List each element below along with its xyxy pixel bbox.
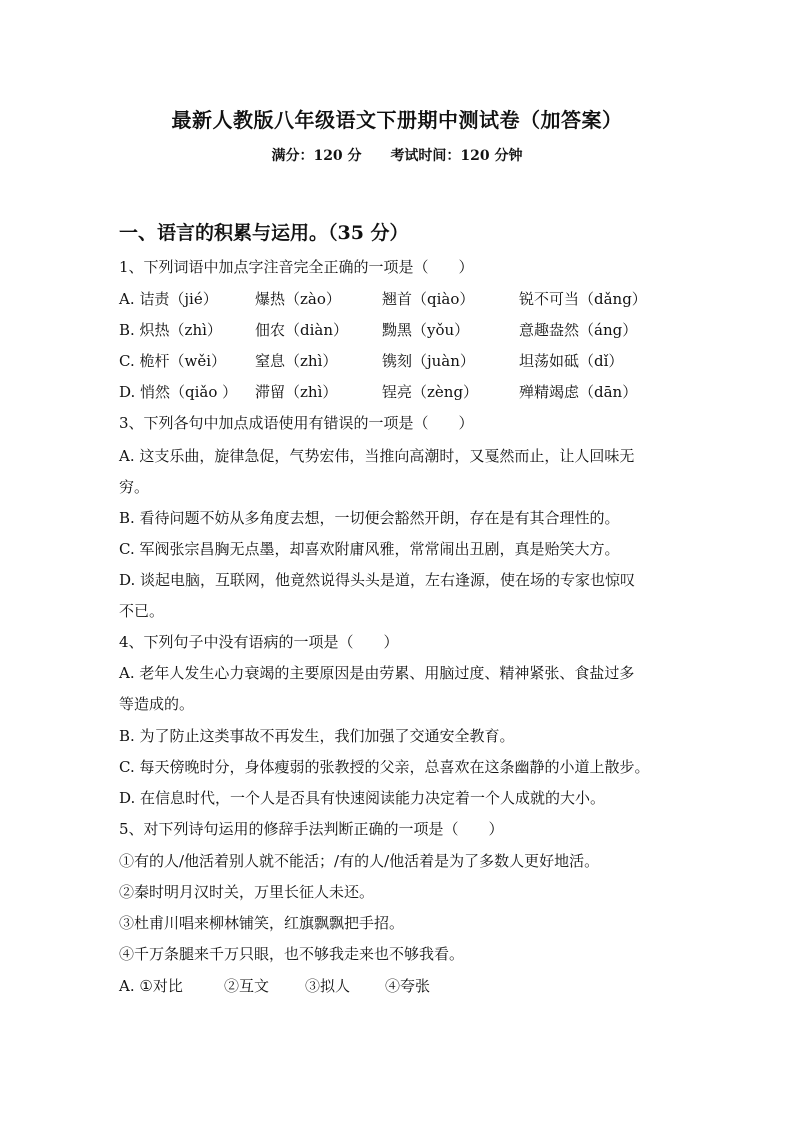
q1-d-item-2: 滞留（zhì） xyxy=(255,383,338,401)
q1-stem: 1、下列词语中加点字注音完全正确的一项是（ ） xyxy=(119,258,474,276)
q5-a-item-2: ②互文 xyxy=(224,977,270,995)
q5-sentence-2: ②秦时明月汉时关，万里长征人未还。 xyxy=(119,883,375,901)
full-score: 满分：120 分 xyxy=(271,148,362,164)
q5-a-item-4: ④夸张 xyxy=(385,977,431,995)
q1-b-item-1: B. 炽热（zhì） xyxy=(119,321,222,339)
q1-b-item-3: 黝黑（yǒu） xyxy=(382,321,470,339)
q1-c-item-3: 镌刻（juàn） xyxy=(382,352,475,370)
q3-option-d-line2: 不已。 xyxy=(119,602,165,620)
q1-c-item-4: 坦荡如砥（dǐ） xyxy=(519,352,624,370)
q4-stem: 4、下列句子中没有语病的一项是（ ） xyxy=(119,633,399,651)
page-title: 最新人教版八年级语文下册期中测试卷（加答案） xyxy=(171,108,623,132)
q1-c-item-1: C. 桅杆（wěi） xyxy=(119,352,226,370)
q1-a-item-3: 翘首（qiào） xyxy=(382,290,475,308)
q5-sentence-1: ①有的人/他活着别人就不能活；/有的人/他活着是为了多数人更好地活。 xyxy=(119,852,600,870)
q5-sentence-3: ③杜甫川唱来柳林铺笑，红旗飘飘把手招。 xyxy=(119,914,405,932)
q4-option-b: B. 为了防止这类事故不再发生，我们加强了交通安全教育。 xyxy=(119,727,515,745)
q4-option-d: D. 在信息时代，一个人是否具有快速阅读能力决定着一个人成就的大小。 xyxy=(119,789,606,807)
q5-a-item-1: A. ①对比 xyxy=(119,977,183,995)
q5-stem: 5、对下列诗句运用的修辞手法判断正确的一项是（ ） xyxy=(119,820,504,838)
q1-b-item-4: 意趣盎然（áng） xyxy=(519,321,638,339)
q1-d-item-1: D. 悄然（qiǎo ） xyxy=(119,383,238,401)
q4-option-c: C. 每天傍晚时分，身体瘦弱的张教授的父亲，总喜欢在这条幽静的小道上散步。 xyxy=(119,758,650,776)
q1-a-item-4: 锐不可当（dǎng） xyxy=(519,290,647,308)
q4-option-a-line1: A. 老年人发生心力衰竭的主要原因是由劳累、用脑过度、精神紧张、食盐过多 xyxy=(119,664,635,682)
section-heading: 一、语言的积累与运用。（35 分） xyxy=(119,222,409,244)
q1-d-item-4: 殚精竭虑（dān） xyxy=(519,383,638,401)
exam-time: 考试时间：120 分钟 xyxy=(390,148,523,164)
q3-option-c: C. 军阀张宗昌胸无点墨，却喜欢附庸风雅，常常闹出丑剧，真是贻笑大方。 xyxy=(119,540,620,558)
q1-b-item-2: 佃农（diàn） xyxy=(255,321,349,339)
q3-option-a-line1: A. 这支乐曲，旋律急促，气势宏伟，当推向高潮时，又戛然而止，让人回味无 xyxy=(119,447,635,465)
q4-option-a-line2: 等造成的。 xyxy=(119,695,195,713)
q5-a-item-3: ③拟人 xyxy=(305,977,351,995)
q1-c-item-2: 窒息（zhì） xyxy=(255,352,338,370)
exam-info xyxy=(0,145,794,165)
q3-stem: 3、下列各句中加点成语使用有错误的一项是（ ） xyxy=(119,414,474,432)
q1-d-item-3: 锃亮（zèng） xyxy=(382,383,479,401)
q1-a-item-1: A. 诘责（jié） xyxy=(119,290,218,308)
q5-sentence-4: ④千万条腿来千万只眼，也不够我走来也不够我看。 xyxy=(119,945,465,963)
q3-option-b: B. 看待问题不妨从多角度去想，一切便会豁然开朗，存在是有其合理性的。 xyxy=(119,509,620,527)
q3-option-a-line2: 穷。 xyxy=(119,478,150,496)
q1-a-item-2: 爆热（zào） xyxy=(255,290,341,308)
q3-option-d-line1: D. 谈起电脑，互联网，他竟然说得头头是道，左右逢源，使在场的专家也惊叹 xyxy=(119,571,636,589)
